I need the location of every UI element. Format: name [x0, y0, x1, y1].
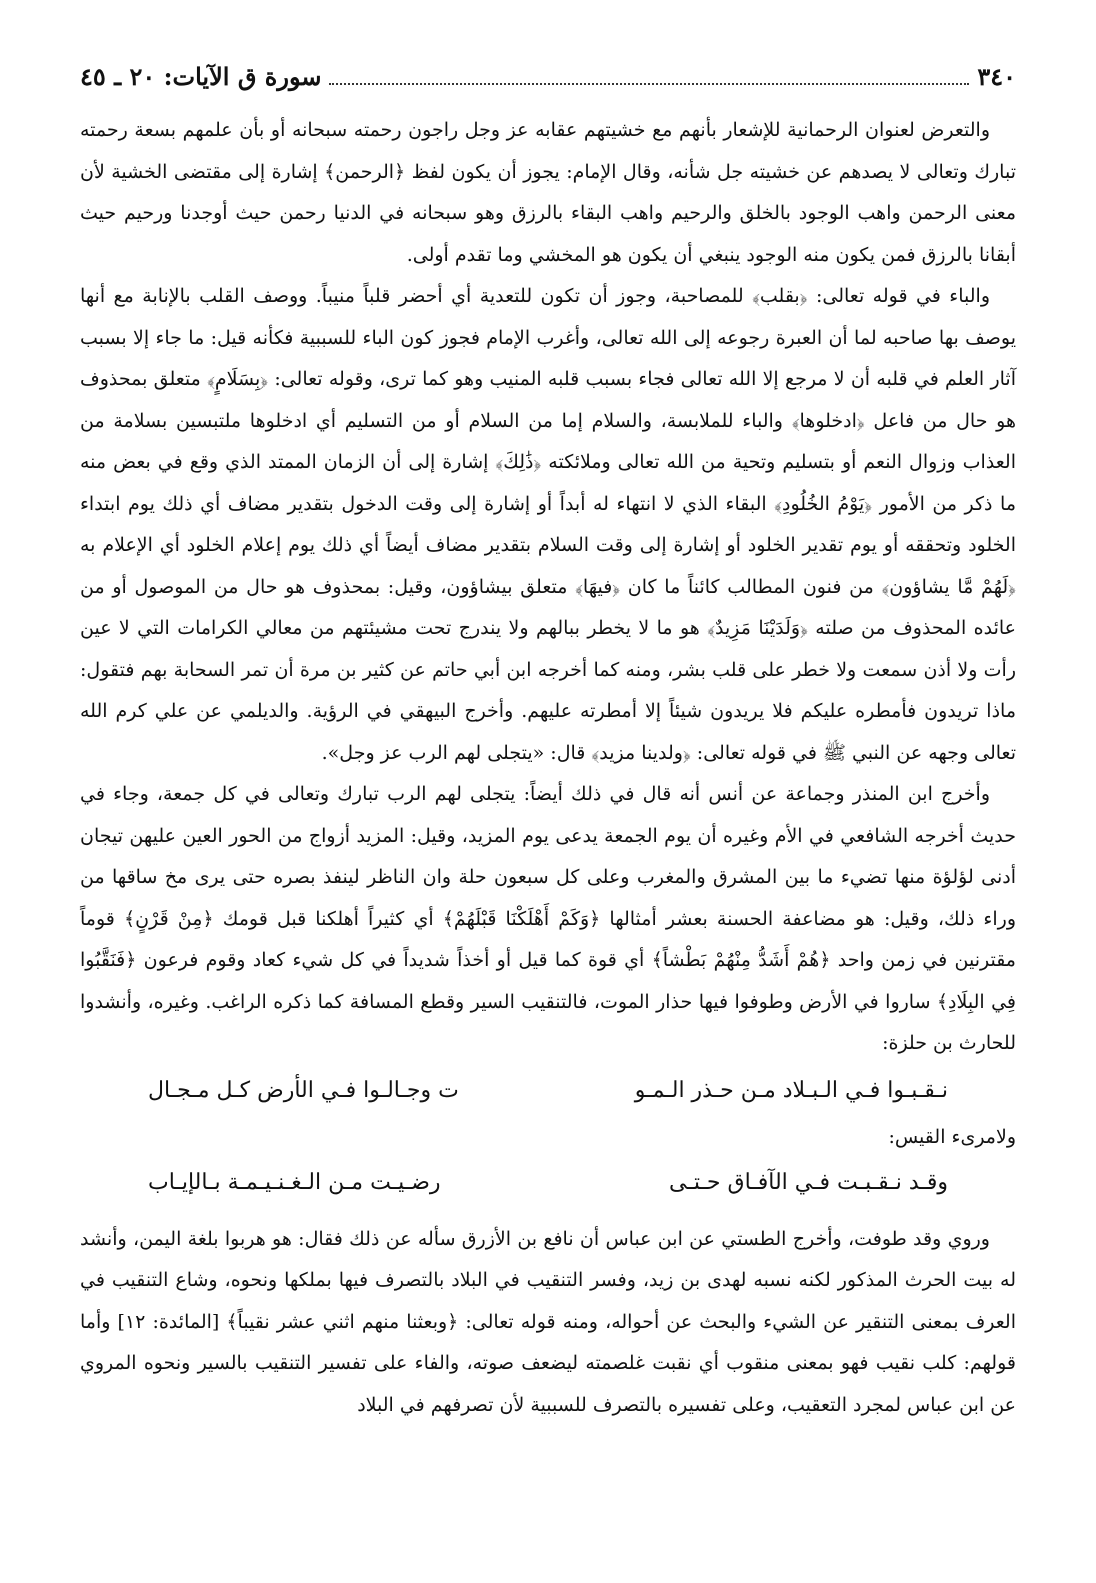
paragraph: والباء في قوله تعالى: ﴿بقلب﴾ للمصاحبة، وجوز أن تكون للتعدية أي أحضر قلباً منيباً. ووصف القلب بالإنابة مع أنها يوصف بها صاحبه لما أن العبرة رجوعه إلى الله تعالى، وأغرب الإمام فجوز كون الباء للسببية فكأنه قيل: ما جاء إلا بسبب آثار العلم في قلبه أن لا مرجع إلا الله تعالى فجاء بسبب قلبه المنيب وهو كما ترى، وقوله تعالى: ﴿بِسَلَامٍ﴾ متعلق بمحذوف هو حال من فاعل ﴿ادخلوها﴾ والباء للملابسة، والسلام إما من السلام أو من التسليم أي ادخلوها ملتبسين بسلامة من العذاب وزوال النعم أو بتسليم وتحية من الله تعالى وملائكته ﴿ذَٰلِكَ﴾ إشارة إلى أن الزمان الممتد الذي وقع في بعض منه ما ذكر من الأمور ﴿يَوْمُ الخُلُودِ﴾ البقاء الذي لا انتهاء له أبداً أو إشارة إلى وقت الدخول بتقدير مضاف أي ذلك يوم ابتداء الخلود وتحققه أو يوم تقدير الخلود أو إشارة إلى وقت السلام بتقدير مضاف أيضاً أي ذلك يوم إعلام الخلود أي الإعلام به ﴿لَهُمْ مَّا يشاؤون﴾ من فنون المطالب كائناً ما كان ﴿فيهَا﴾ متعلق بيشاؤون، وقيل: بمحذوف هو حال من الموصول أو من عائده المحذوف من صلته ﴿وَلَدَيْنَا مَزِيدٌ﴾ هو ما لا يخطر ببالهم ولا يندرج تحت مشيئتهم من معالي الكرامات التي لا عين رأت ولا أذن سمعت ولا خطر على قلب بشر، ومنه كما أخرجه ابن أبي حاتم عن كثير بن مرة أن تمر السحابة بهم فتقول: ماذا تريدون فأمطره عليكم فلا يريدون شيئاً إلا أمطرته عليهم. وأخرج البيهقي في الرؤية. والديلمي عن علي كرم الله تعالى وجهه عن النبي ﷺ في قوله تعالى: ﴿ولدينا مزيد﴾ قال: «يتجلى لهم الرب عز وجل». — [80, 285, 1016, 764]
paragraph: وروي وقد طوفت، وأخرج الطستي عن ابن عباس أن نافع بن الأزرق سأله عن ذلك فقال: هو هربوا بلغة اليمن، وأنشد له بيت الحرث المذكور لكنه نسبه لهدى بن زيد، وفسر التنقيب في البلاد بالتصرف فيها بملكها ونحوه، وشاع التنقيب في العرف بمعنى التنقير عن الشيء والبحث عن أحواله، ومنه قوله تعالى: ﴿وبعثنا منهم اثني عشر نقيباً﴾ [المائدة: ١٢] وأما قولهم: كلب نقيب فهو بمعنى منقوب أي نقبت غلصمته ليضعف صوته، والفاء على تفسير التنقيب بالسير ونحوه المروي عن ابن عباس لمجرد التعقيب، وعلى تفسيره بالتصرف للسببية لأن تصرفهم في البلاد — [80, 1227, 1016, 1416]
page-number: ٣٤٠ — [977, 62, 1016, 91]
verse-first-hemistich: نـقـبـوا فـي الـبـلاد مـن حـذر الـمـو — [634, 1077, 948, 1103]
running-head — [80, 62, 1016, 106]
running-title: سورة ق الآيات: ٢٠ ـ ٤٥ — [80, 62, 322, 91]
verse-first-hemistich: وقـد نـقـبـت فـي الآفـاق حـتـى — [669, 1169, 948, 1195]
poet-label: ولامرىء القيس: — [888, 1125, 1016, 1148]
verse-second-hemistich: رضـيـت مـن الـغـنـيـمـة بـالإيـاب — [148, 1169, 441, 1195]
verse-second-hemistich: ت وجـالـوا فـي الأرض كـل مـجـال — [148, 1077, 459, 1103]
paragraph: وأخرج ابن المنذر وجماعة عن أنس أنه قال في ذلك أيضاً: يتجلى لهم الرب تبارك وتعالى في كل جمعة، وجاء في حديث أخرجه الشافعي في الأم وغيره أن يوم الجمعة يدعى يوم المزيد، وقيل: المزيد أزواج من الحور العين عليهن تيجان أدنى لؤلؤة منها تضيء ما بين المشرق والمغرب وعلى كل سبعون حلة وان الناظر لينفذ بصره حتى يرى مخ ساقها من وراء ذلك، وقيل: هو مضاعفة الحسنة بعشر أمثالها ﴿وَكَمْ أَهْلَكْنَا قَبْلَهُمْ﴾ أي كثيراً أهلكنا قبل قومك ﴿مِنْ قَرْنٍ﴾ قوماً مقترنين في زمن واحد ﴿هُمْ أَشَدُّ مِنْهُمْ بَطْشاً﴾ أي قوة كما قيل أو أخذاً شديداً في كل شيء كعاد وقوم فرعون ﴿فَنَقَّبُوا فِي البِلَادِ﴾ ساروا في الأرض وطوفوا فيها حذار الموت، فالتنقيب السير وقطع المسافة كما ذكره الراغب. وغيره، وأنشدوا للحارث بن حلزة: — [80, 783, 1016, 1054]
leader-dots — [329, 67, 969, 85]
spacer — [80, 1209, 1016, 1219]
paragraph: والتعرض لعنوان الرحمانية للإشعار بأنهم مع خشيتهم عقابه عز وجل راجون رحمته سبحانه أو بأن علمهم بسعة رحمته تبارك وتعالى لا يصدهم عن خشيته جل شأنه، وقال الإمام: يجوز أن يكون لفظ ﴿الرحمن﴾ إشارة إلى مقتضى الخشية لأن معنى الرحمن واهب الوجود بالخلق والرحيم واهب البقاء بالرزق وهو سبحانه في الدنيا رحمن حيث أوجدنا ورحيم حيث أبقانا بالرزق فمن يكون منه الوجود ينبغي أن يكون هو المخشي وما تقدم أولى. — [80, 119, 1016, 266]
poetry-verse — [80, 1069, 1016, 1113]
poetry-verse — [80, 1161, 1016, 1205]
